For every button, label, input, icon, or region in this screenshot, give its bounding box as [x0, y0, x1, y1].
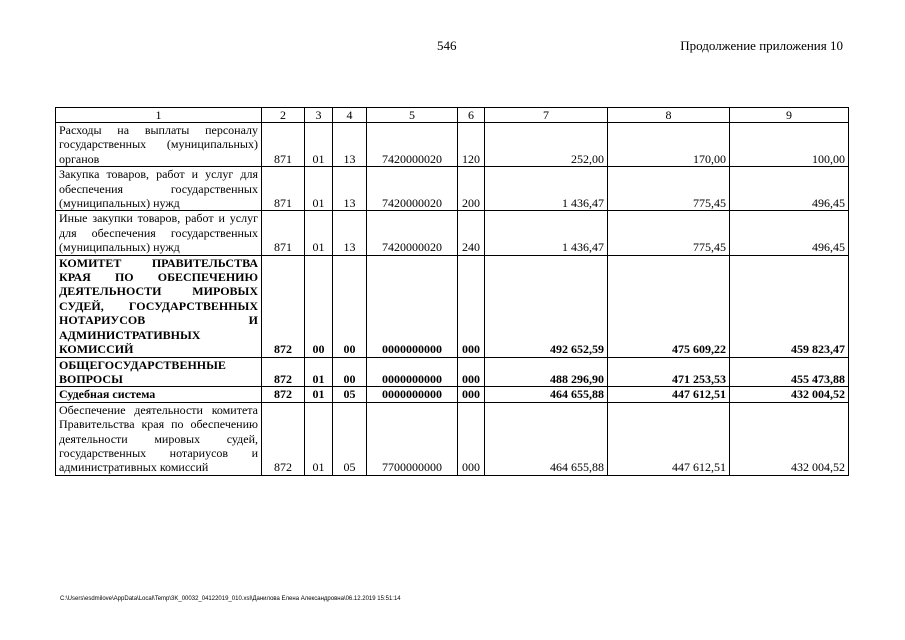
row-value-cell: 13 [333, 211, 367, 255]
table-row [56, 387, 849, 402]
row-name-cell: КОМИТЕТ ПРАВИТЕЛЬСТВА КРАЯ ПО ОБЕСПЕЧЕНИЮ ДЕЯТЕЛЬНОСТИ МИРОВЫХ СУДЕЙ, ГОСУДАРСТВЕННЫХ НОТАРИУСОВ И АДМИНИСТРАТИВНЫХ КОМИССИЙ [56, 255, 262, 357]
column-header: 1 [56, 108, 262, 123]
table-row [56, 255, 849, 357]
row-value-cell: 775,45 [608, 167, 730, 211]
page-number: 546 [437, 38, 457, 53]
row-value-cell: 120 [458, 123, 485, 167]
table-row [56, 402, 849, 475]
row-value-cell: 872 [262, 402, 305, 475]
column-header: 8 [608, 108, 730, 123]
row-value-cell: 471 253,53 [608, 357, 730, 387]
row-value-cell: 447 612,51 [608, 387, 730, 402]
row-value-cell: 447 612,51 [608, 402, 730, 475]
column-header: 6 [458, 108, 485, 123]
row-value-cell: 01 [305, 211, 333, 255]
row-value-cell: 872 [262, 387, 305, 402]
row-name-cell: Иные закупки товаров, работ и услуг для обеспечения государственных (муниципальных) нужд [56, 211, 262, 255]
table-row [56, 357, 849, 387]
column-header: 5 [367, 108, 458, 123]
row-value-cell: 7420000020 [367, 211, 458, 255]
row-value-cell: 170,00 [608, 123, 730, 167]
row-value-cell: 05 [333, 387, 367, 402]
row-value-cell: 0000000000 [367, 387, 458, 402]
row-value-cell: 13 [333, 167, 367, 211]
row-value-cell: 432 004,52 [730, 387, 849, 402]
table-row [56, 167, 849, 211]
row-value-cell: 00 [333, 255, 367, 357]
row-value-cell: 872 [262, 255, 305, 357]
row-value-cell: 872 [262, 357, 305, 387]
row-value-cell: 000 [458, 402, 485, 475]
row-value-cell: 100,00 [730, 123, 849, 167]
row-value-cell: 00 [305, 255, 333, 357]
row-value-cell: 240 [458, 211, 485, 255]
row-name-cell: Расходы на выплаты персоналу государственных (муниципальных) органов [56, 123, 262, 167]
row-value-cell: 0000000000 [367, 255, 458, 357]
row-value-cell: 496,45 [730, 167, 849, 211]
row-value-cell: 496,45 [730, 211, 849, 255]
continuation-title: Продолжение приложения 10 [680, 38, 843, 53]
row-value-cell: 455 473,88 [730, 357, 849, 387]
row-value-cell: 475 609,22 [608, 255, 730, 357]
row-value-cell: 775,45 [608, 211, 730, 255]
row-name-cell: Обеспечение деятельности комитета Правительства края по обеспечению деятельности мировых судей, государственных нотариусов и административных комиссий [56, 402, 262, 475]
column-header: 4 [333, 108, 367, 123]
row-value-cell: 871 [262, 211, 305, 255]
row-value-cell: 000 [458, 387, 485, 402]
row-value-cell: 492 652,59 [485, 255, 608, 357]
row-value-cell: 459 823,47 [730, 255, 849, 357]
row-value-cell: 7700000000 [367, 402, 458, 475]
row-value-cell: 00 [333, 357, 367, 387]
row-value-cell: 000 [458, 255, 485, 357]
row-value-cell: 1 436,47 [485, 167, 608, 211]
row-value-cell: 13 [333, 123, 367, 167]
row-value-cell: 464 655,88 [485, 387, 608, 402]
table-row [56, 211, 849, 255]
column-header: 3 [305, 108, 333, 123]
row-value-cell: 464 655,88 [485, 402, 608, 475]
row-value-cell: 01 [305, 402, 333, 475]
column-header: 2 [262, 108, 305, 123]
table-row [56, 123, 849, 167]
row-value-cell: 01 [305, 387, 333, 402]
column-header: 7 [485, 108, 608, 123]
row-value-cell: 871 [262, 167, 305, 211]
row-value-cell: 7420000020 [367, 167, 458, 211]
row-value-cell: 000 [458, 357, 485, 387]
row-value-cell: 01 [305, 167, 333, 211]
row-value-cell: 05 [333, 402, 367, 475]
row-value-cell: 871 [262, 123, 305, 167]
footer-file-path: C:\Users\esdmilove\AppData\Local\Temp\3K_00032_04122019_010.xsl\Данилова Елена Александровна\06.12.2019 15:51:14 [60, 596, 401, 602]
row-value-cell: 01 [305, 357, 333, 387]
row-value-cell: 252,00 [485, 123, 608, 167]
row-value-cell: 7420000020 [367, 123, 458, 167]
row-value-cell: 488 296,90 [485, 357, 608, 387]
row-value-cell: 200 [458, 167, 485, 211]
row-name-cell: Судебная система [56, 387, 262, 402]
row-value-cell: 1 436,47 [485, 211, 608, 255]
table-header-row [56, 108, 849, 123]
row-value-cell: 0000000000 [367, 357, 458, 387]
row-name-cell: Закупка товаров, работ и услуг для обеспечения государственных (муниципальных) нужд [56, 167, 262, 211]
column-header: 9 [730, 108, 849, 123]
row-value-cell: 432 004,52 [730, 402, 849, 475]
row-name-cell: ОБЩЕГОСУДАРСТВЕННЫЕ ВОПРОСЫ [56, 357, 262, 387]
row-value-cell: 01 [305, 123, 333, 167]
budget-table [55, 107, 849, 476]
